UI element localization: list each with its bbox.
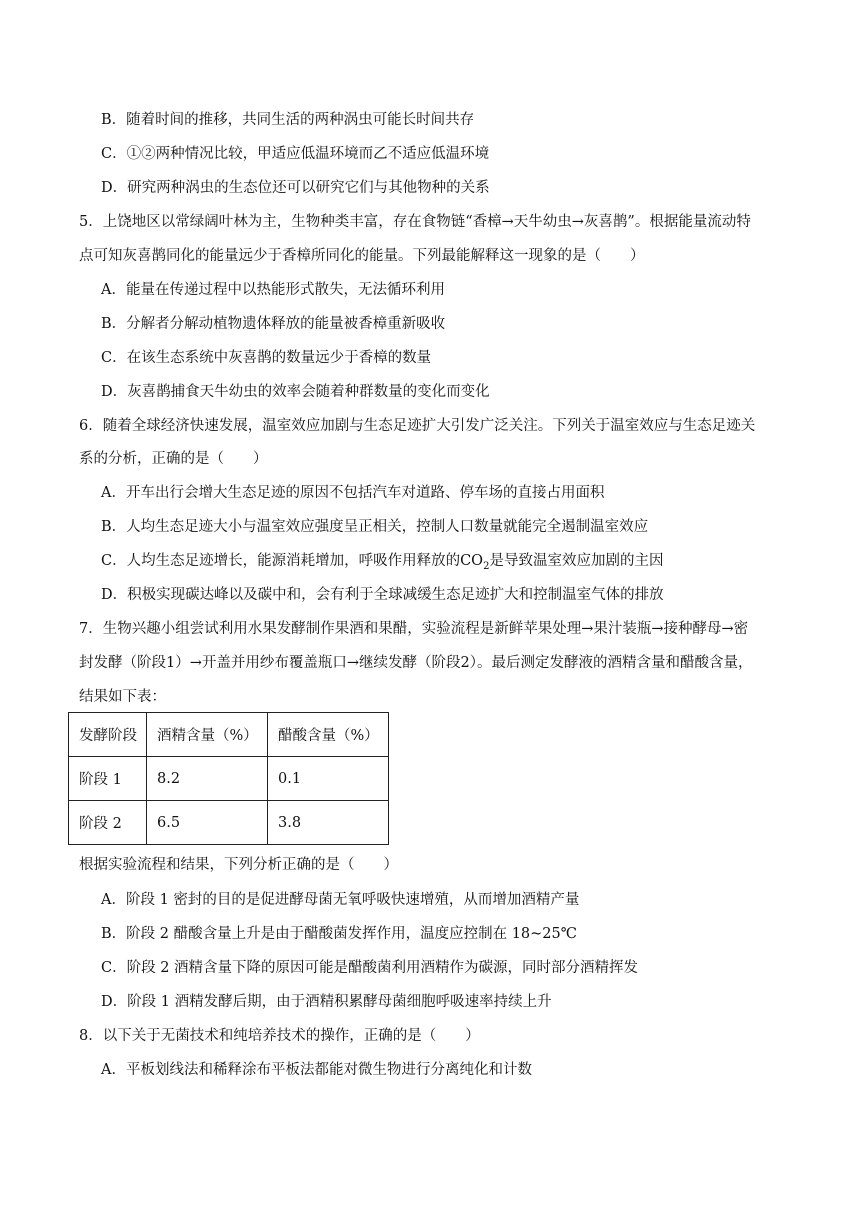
q8-stem-line1: 8．以下关于无菌技术和纯培养技术的操作，正确的是（ ） (79, 1028, 480, 1044)
table-row (69, 757, 389, 801)
q5-option-b: B．分解者分解动植物遗体释放的能量被香樟重新吸收 (101, 316, 446, 332)
q5-option-d: D．灰喜鹊捕食天牛幼虫的效率会随着种群数量的变化而变化 (101, 384, 490, 400)
q6-option-c-text: C．人均生态足迹增长，能源消耗增加，呼吸作用释放的CO (101, 553, 484, 569)
table-row (69, 801, 389, 845)
table-cell: 6.5 (147, 801, 268, 845)
fermentation-results-table (68, 712, 389, 845)
table-cell: 0.1 (268, 757, 389, 801)
table-header-cell: 醋酸含量（%） (268, 713, 389, 757)
q6-option-b: B．人均生态足迹大小与温室效应强度呈正相关，控制人口数量就能完全遏制温室效应 (101, 519, 649, 535)
table-header-cell: 发酵阶段 (69, 713, 147, 757)
q6-stem-line2: 系的分析，正确的是（ ） (79, 451, 268, 467)
q4-option-d: D．研究两种涡虫的生态位还可以研究它们与其他物种的关系 (101, 180, 490, 196)
q6-option-c-text-after: 是导致温室效应加剧的主因 (489, 553, 664, 569)
q5-option-a: A．能量在传递过程中以热能形式散失，无法循环利用 (101, 282, 445, 298)
q6-option-a: A．开车出行会增大生态足迹的原因不包括汽车对道路、停车场的直接占用面积 (101, 485, 605, 501)
q4-option-b: B．随着时间的推移，共同生活的两种涡虫可能长时间共存 (101, 112, 475, 128)
q5-stem-line2: 点可知灰喜鹊同化的能量远少于香樟所同化的能量。下列最能解释这一现象的是（ ） (79, 248, 645, 264)
q7-option-c: C．阶段 2 酒精含量下降的原因可能是醋酸菌利用酒精作为碳源，同时部分酒精挥发 (101, 960, 639, 976)
q6-stem-line1: 6．随着全球经济快速发展，温室效应加剧与生态足迹扩大引发广泛关注。下列关于温室效应与生态足迹关 (79, 418, 756, 434)
table-cell: 3.8 (268, 801, 389, 845)
q5-stem-line1: 5．上饶地区以常绿阔叶林为主，生物种类丰富，存在食物链“香樟→天牛幼虫→灰喜鹊”。根据能量流动特 (79, 214, 751, 230)
table-cell: 8.2 (147, 757, 268, 801)
table-header-row (69, 713, 389, 757)
q6-option-d: D．积极实现碳达峰以及碳中和，会有利于全球减缓生态足迹扩大和控制温室气体的排放 (101, 587, 664, 603)
q5-option-c: C．在该生态系统中灰喜鹊的数量远少于香樟的数量 (101, 350, 432, 366)
q7-option-b: B．阶段 2 醋酸含量上升是由于醋酸菌发挥作用，温度应控制在 18~25℃ (101, 926, 577, 942)
q7-option-a: A．阶段 1 密封的目的是促进酵母菌无氧呼吸快速增殖，从而增加酒精产量 (101, 892, 580, 908)
q4-option-c: C．①②两种情况比较，甲适应低温环境而乙不适应低温环境 (101, 146, 490, 162)
q6-option-c (101, 551, 663, 571)
table-header-cell: 酒精含量（%） (147, 713, 268, 757)
q7-stem-line2: 封发酵（阶段1）→开盖并用纱布覆盖瓶口→继续发酵（阶段2）。最后测定发酵液的酒精含量和醋酸含量， (79, 655, 753, 671)
q6-option-c-subscript: 2 (483, 560, 490, 572)
q7-stem-line1: 7．生物兴趣小组尝试利用水果发酵制作果酒和果醋，实验流程是新鲜苹果处理→果汁装瓶→接种酵母→密 (79, 621, 749, 637)
table-cell: 阶段 1 (69, 757, 147, 801)
table-cell: 阶段 2 (69, 801, 147, 845)
q8-option-a: A．平板划线法和稀释涂布平板法都能对微生物进行分离纯化和计数 (101, 1062, 532, 1078)
q7-option-d: D．阶段 1 酒精发酵后期，由于酒精积累酵母菌细胞呼吸速率持续上升 (101, 994, 552, 1010)
q7-after-table: 根据实验流程和结果，下列分析正确的是（ ） (79, 857, 398, 873)
q7-stem-line3: 结果如下表： (79, 689, 166, 705)
